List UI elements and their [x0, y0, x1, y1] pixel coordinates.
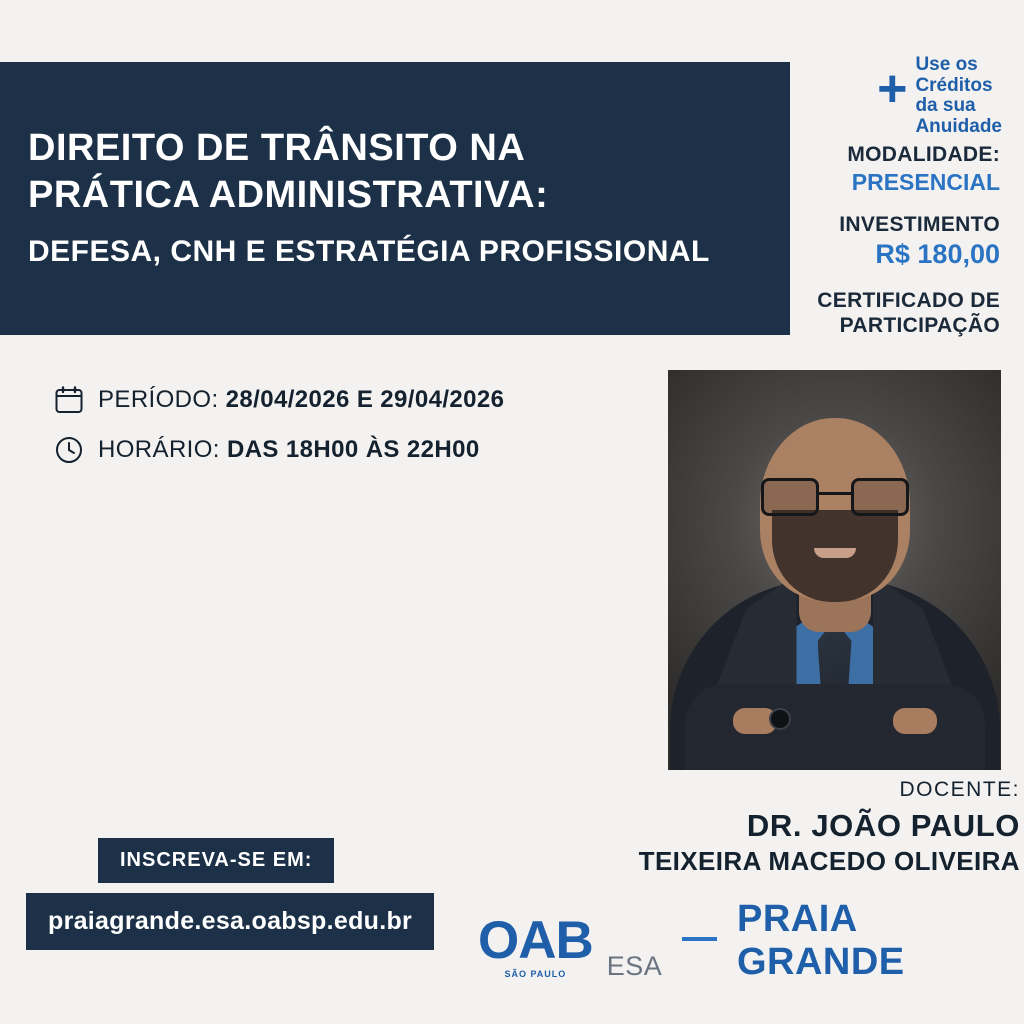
- modality-value: PRESENCIAL: [851, 168, 1000, 195]
- speaker-photo: [668, 370, 1001, 770]
- glasses-icon: [761, 478, 909, 518]
- clock-icon: [54, 435, 84, 465]
- certificate-line-1: CERTIFICADO DE: [817, 288, 1000, 312]
- speaker-name-line-1: DR. JOÃO PAULO: [746, 808, 1020, 843]
- title-line-1: DIREITO DE TRÂNSITO NA: [28, 126, 526, 169]
- event-meta: [54, 385, 504, 465]
- portrait-crossed-arms: [685, 684, 985, 770]
- portrait-watch: [769, 708, 791, 730]
- glasses-bridge: [819, 492, 851, 495]
- portrait-hand-right: [893, 708, 937, 734]
- credits-badge: [752, 55, 1002, 137]
- schedule-value: DAS 18H00 ÀS 22H00: [226, 436, 480, 463]
- event-info-column: [700, 142, 1000, 339]
- period-value: 28/04/2026 E 29/04/2026: [225, 386, 505, 413]
- modality-label: MODALIDADE:: [847, 143, 1000, 166]
- title-block: [0, 62, 790, 335]
- schedule-label: HORÁRIO:: [98, 436, 220, 463]
- certificate-line-2: PARTICIPAÇÃO: [839, 314, 1000, 338]
- portrait-mouth: [814, 548, 856, 558]
- plus-icon: +: [877, 60, 908, 118]
- glasses-lens-right: [851, 478, 909, 516]
- calendar-icon: [54, 385, 84, 415]
- oab-subtitle: SÃO PAULO: [504, 968, 567, 979]
- oab-logo: [478, 910, 593, 979]
- period-row: [54, 385, 504, 415]
- glasses-lens-left: [761, 478, 819, 516]
- brand-city: PRAIA GRANDE: [736, 898, 905, 983]
- brand-divider: [682, 937, 717, 941]
- title-line-2: PRÁTICA ADMINISTRATIVA:: [28, 174, 549, 217]
- period-label: PERÍODO:: [98, 386, 219, 413]
- schedule-row: [54, 435, 504, 465]
- esa-wordmark: ESA: [606, 951, 663, 981]
- title-line-3: DEFESA, CNH E ESTRATÉGIA PROFISSIONAL: [28, 234, 710, 268]
- credits-line-1: Use os: [915, 54, 978, 75]
- oab-wordmark: OAB: [478, 910, 593, 970]
- speaker-name-line-2: TEIXEIRA MACEDO OLIVEIRA: [638, 846, 1020, 876]
- speaker-info: [500, 778, 1020, 877]
- period-text: [98, 386, 504, 414]
- credits-line-3: da sua: [915, 95, 976, 117]
- footer-brand: [478, 898, 1024, 994]
- credits-badge-text: [915, 55, 1002, 137]
- credits-line-2: Créditos: [915, 74, 993, 96]
- investment-value: R$ 180,00: [875, 238, 1000, 269]
- speaker-label: DOCENTE:: [899, 778, 1020, 801]
- registration-label: INSCREVA-SE EM:: [98, 838, 334, 883]
- schedule-text: [98, 436, 480, 464]
- registration-url[interactable]: praiagrande.esa.oabsp.edu.br: [26, 893, 434, 950]
- credits-line-4: Anuidade: [915, 115, 1002, 137]
- investment-label: INVESTIMENTO: [839, 213, 1000, 237]
